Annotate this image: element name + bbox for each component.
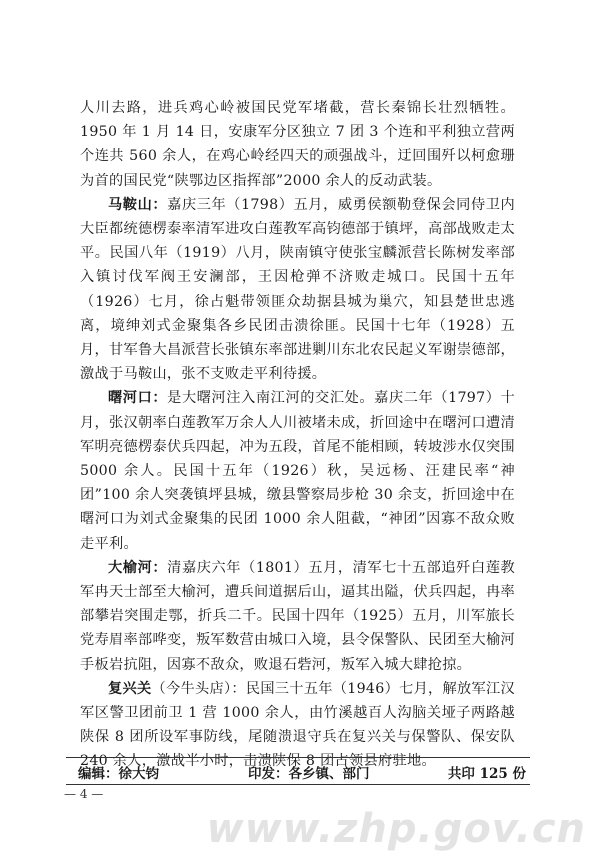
- footer-divider-bottom: [66, 784, 530, 785]
- paragraph-fuxingguan: [80, 677, 515, 774]
- site-watermark: www.zhp.gov.cn: [206, 806, 586, 852]
- footer-info: [78, 762, 528, 782]
- paragraph-dayuhe: [80, 556, 515, 677]
- section-heading-shuhekou: 曙河口：: [108, 390, 168, 407]
- paragraph-jixinling: [80, 96, 515, 193]
- footer-editor: 编辑：徐大钧: [78, 766, 159, 782]
- paragraph-shuhekou: [80, 386, 515, 555]
- section-heading-maanshan: 马鞍山：: [108, 196, 168, 213]
- paragraph-text: 是大曙河注入南江河的交汇处。嘉庆二年（1797）十月，张汉朝率白莲教军万余人人川被堵未成，折回途中在曙河口遭清军明亮德楞泰伏兵四起，冲为五段，首尾不能相顾，转坡涉水仅突围 5000 余人。民国十五年（1926）秋，吴远杨、汪建民率“神团”100 余人突袭镇坪县城，缴县警察局步枪 30 余支，折回途中在曙河口为刘式金聚集的民团 1000 余人阻截，“神团”因寡不敌众败走平利。: [80, 390, 516, 552]
- paragraph-text: （今牛头店）：民国三十五年（1946）七月，解放军江汉军区警卫团前卫 1 营 1000 余人，由竹溪越百人沟脑关垭子两路越陕保 8 团所设军事防线，尾随溃退守兵在复兴关与保警队、保安队 240 余人，激战半小时，击溃陕保 8 团占领县府驻地。: [80, 680, 516, 770]
- footer-copies: 共印 125 份: [447, 766, 526, 782]
- paragraph-text: 人川去路，进兵鸡心岭被国民党军堵截，营长秦锦长壮烈牺牲。1950 年 1 月 14 日，安康军分区独立 7 团 3 个连和平利独立营两个连共 560 余人，在鸡心岭经四天的顽强战斗，迂回围歼以柯愈珊为首的国民党“陕鄂边区指挥部”2000 余人的反动武装。: [80, 100, 515, 189]
- document-body: [80, 96, 515, 774]
- page-number: — 4 —: [64, 787, 104, 801]
- paragraph-maanshan: [80, 193, 515, 387]
- section-heading-fuxingguan: 复兴关: [108, 680, 152, 697]
- paragraph-text: 嘉庆三年（1798）五月，威勇侯额勒登保会同侍卫内大臣都统德楞泰率清军进攻白莲教军高钧德部于镇坪，高部战败走太平。民国八年（1919）八月，陕南镇守使张宝麟派营长陈树发率部入镇讨伐军阀王安澜部，王因枪弹不济败走城口。民国十五年（1926）七月，徐占魁带领匪众劫据县城为巢穴，知县楚世忠逃离，境绅刘式金聚集各乡民团击溃徐匪。民国十七年（1928）五月，甘军鲁大昌派营长张镇东率部进剿川东北农民起义军谢崇德部，激战于马鞍山，张不支败走平利待援。: [80, 196, 516, 383]
- footer-distribution: 印发：各乡镇、部门: [248, 766, 370, 782]
- section-heading-dayuhe: 大榆河：: [108, 559, 168, 576]
- paragraph-text: 清嘉庆六年（1801）五月，清军七十五部追歼白莲教军冉天士部至大榆河，遭兵间道据后山，逼其出隘，伏兵四起，冉率部攀岩突围走鄂，折兵二千。民国十四年（1925）五月，川军旅长党寿眉率部哗变，叛军数营由城口入境，县令保警队、民团至大榆河手板岩抗阻，因寡不敌众，败退石砦河，叛军入城大肆抢掠。: [80, 559, 516, 673]
- footer-divider-top: [66, 757, 530, 758]
